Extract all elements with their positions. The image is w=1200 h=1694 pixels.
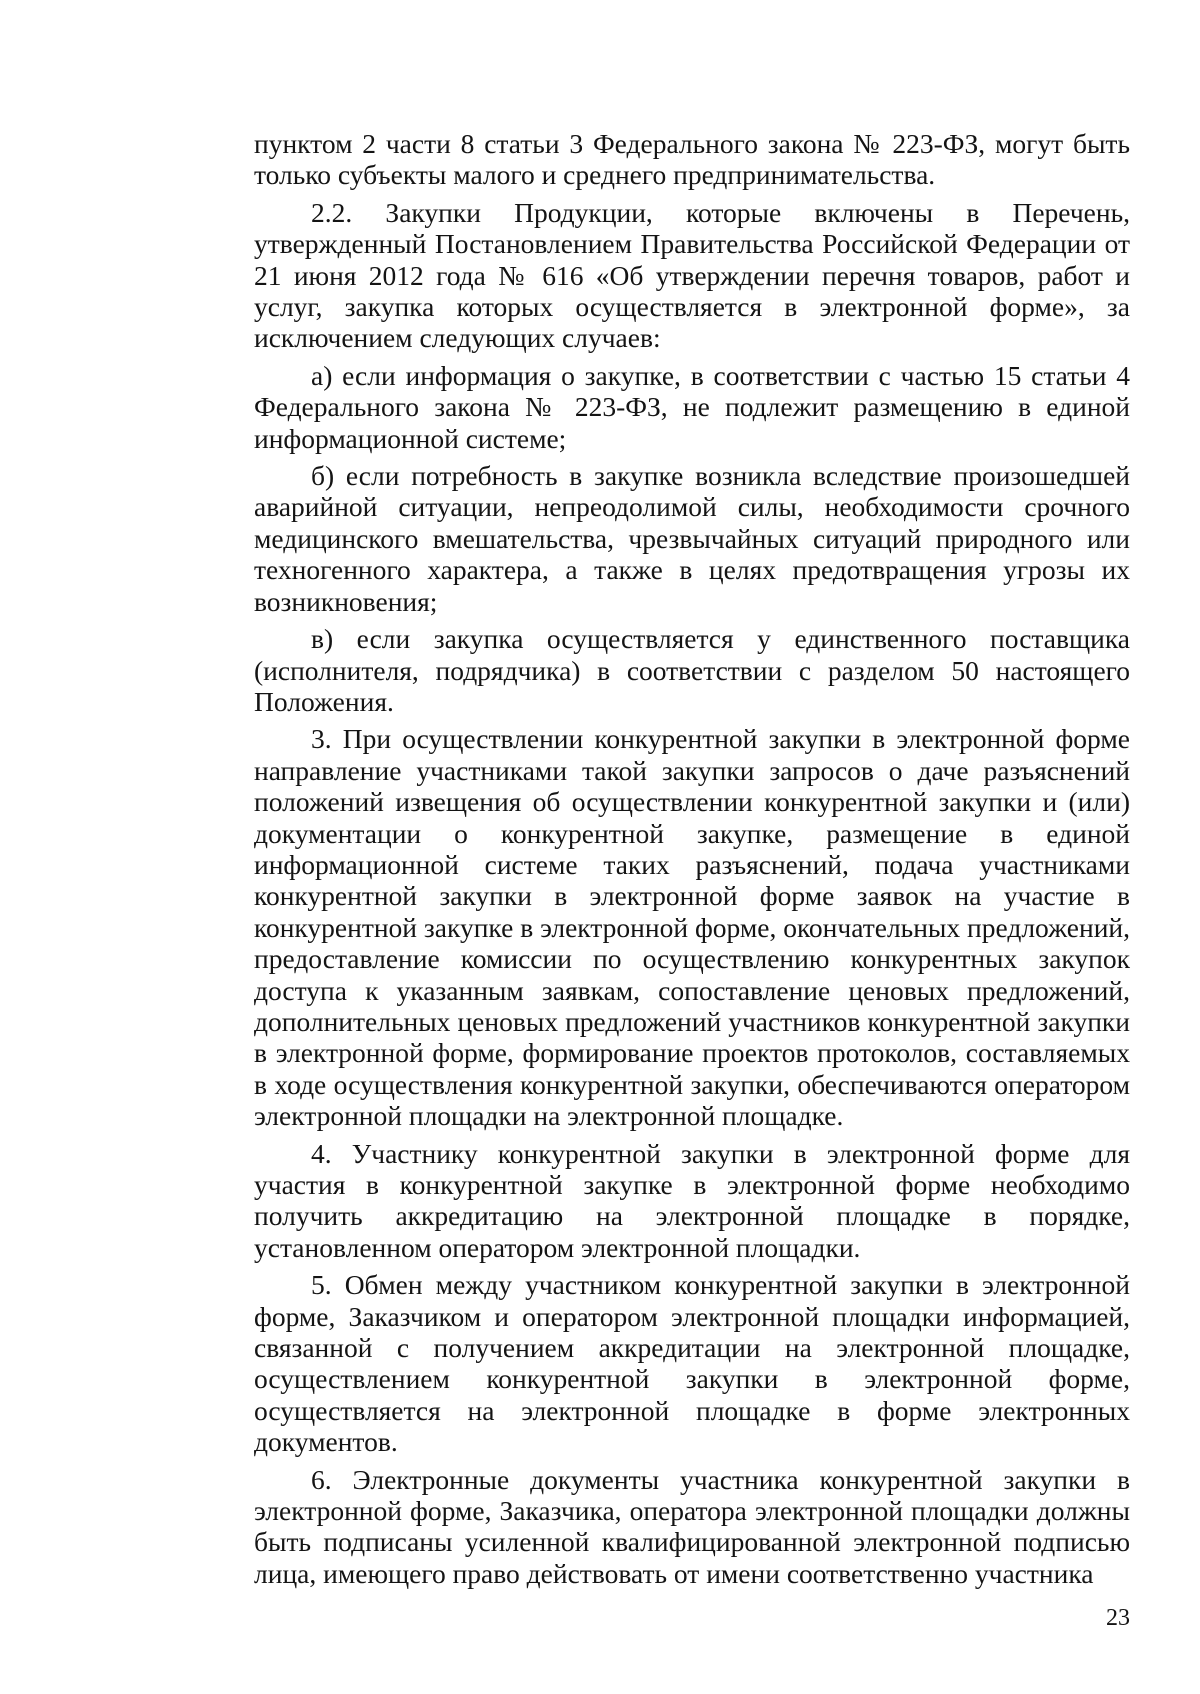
paragraph-item-a: а) если информация о закупке, в соответствии с частью 15 статьи 4 Федерального закона № 223-ФЗ, не подлежит размещению в единой информационной системе; <box>254 359 1130 454</box>
paragraph-4: 4. Участнику конкурентной закупки в электронной форме для участия в конкурентной закупке в электронной форме необходимо получить аккредитацию на электронной площадке в порядке, установленном оператором электронной площадки. <box>254 1137 1130 1263</box>
paragraph-2-2: 2.2. Закупки Продукции, которые включены в Перечень, утвержденный Постановлением Правительства Российской Федерации от 21 июня 2012 года № 616 «Об утверждении перечня товаров, работ и услуг, закупка которых осуществляется в электронной форме», за исключением следующих случаев: <box>254 196 1130 354</box>
page-number: 23 <box>1106 1605 1130 1631</box>
paragraph-continuation: пунктом 2 части 8 статьи 3 Федерального закона № 223-ФЗ, могут быть только субъекты малого и среднего предпринимательства. <box>254 128 1130 191</box>
paragraph-item-v: в) если закупка осуществляется у единственного поставщика (исполнителя, подрядчика) в соответствии с разделом 50 настоящего Положения. <box>254 623 1130 717</box>
document-body <box>254 128 1130 1595</box>
paragraph-6: 6. Электронные документы участника конкурентной закупки в электронной форме, Заказчика, оператора электронной площадки должны быть подписаны усиленной квалифицированной электронной подписью лица, имеющего право действовать от имени соответственно участника <box>254 1463 1130 1589</box>
paragraph-3: 3. При осуществлении конкурентной закупки в электронной форме направление участниками такой закупки запросов о даче разъяснений положений извещения об осуществлении конкурентной закупки и (или) документации о конкурентной закупке, размещение в единой информационной системе таких разъяснений, подача участниками конкурентной закупки в электронной форме заявок на участие в конкурентной закупке в электронной форме, окончательных предложений, предоставление комиссии по осуществлению конкурентных закупок доступа к указанным заявкам, сопоставление ценовых предложений, дополнительных ценовых предложений участников конкурентной закупки в электронной форме, формирование проектов протоколов, составляемых в ходе осуществления конкурентной закупки, обеспечиваются оператором электронной площадки на электронной площадке. <box>254 723 1130 1132</box>
paragraph-5: 5. Обмен между участником конкурентной закупки в электронной форме, Заказчиком и оператором электронной площадки информацией, связанной с получением аккредитации на электронной площадке, осуществлением конкурентной закупки в электронной форме, осуществляется на электронной площадке в форме электронных документов. <box>254 1269 1130 1458</box>
paragraph-item-b: б) если потребность в закупке возникла вследствие произошедшей аварийной ситуации, непреодолимой силы, необходимости срочного медицинского вмешательства, чрезвычайных ситуаций природного или техногенного характера, а также в целях предотвращения угрозы их возникновения; <box>254 460 1130 617</box>
